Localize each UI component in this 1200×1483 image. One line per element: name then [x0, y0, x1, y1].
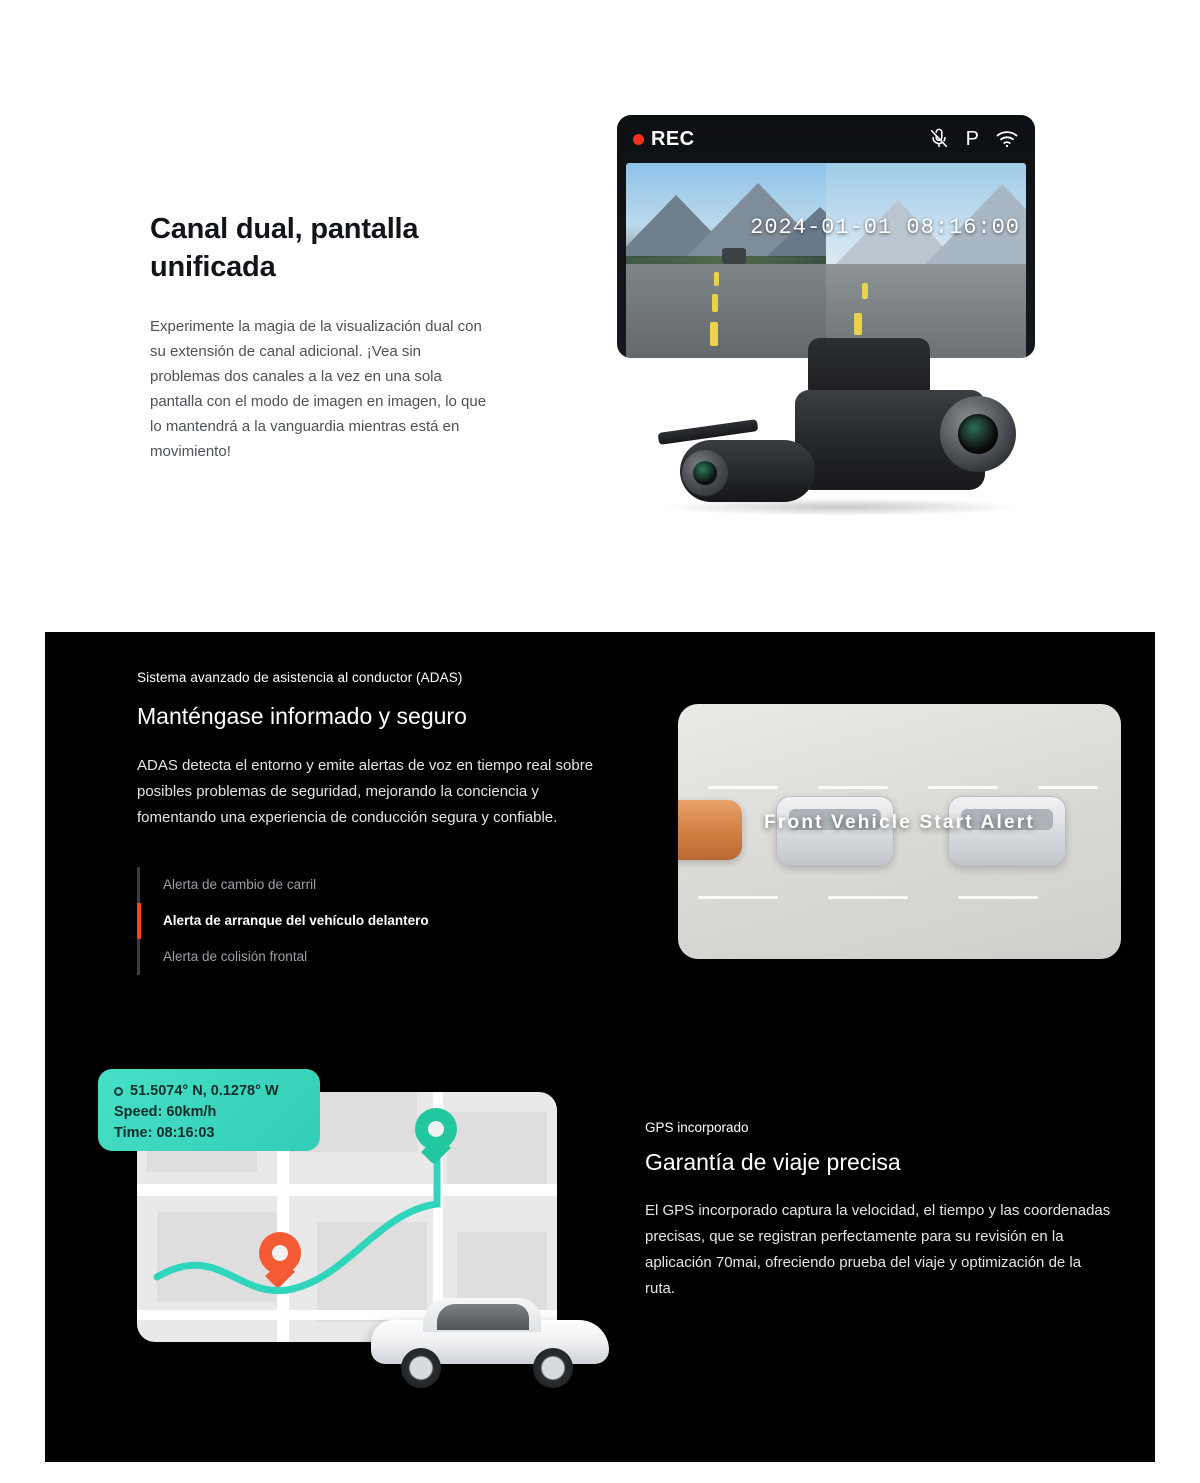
dashcam-status-bar — [617, 115, 1035, 163]
gps-text-block — [645, 1120, 1115, 1302]
rear-channel-view — [826, 163, 1026, 358]
dashcam-product-photo — [640, 330, 1040, 560]
adas-text-block — [137, 670, 597, 975]
timestamp-overlay: 2024-01-01 08:16:00 — [750, 215, 1020, 240]
dual-channel-viewport — [626, 163, 1026, 358]
adas-illustration-card — [678, 704, 1121, 959]
dual-channel-section — [0, 0, 1200, 632]
page-title: Canal dual, pantalla unificada — [150, 213, 419, 283]
list-item-bar — [137, 867, 140, 903]
list-item[interactable] — [137, 939, 597, 975]
rec-label: REC — [651, 127, 695, 150]
gps-coordinates: 51.5074° N, 0.1278° W — [130, 1083, 279, 1099]
list-item[interactable] — [137, 867, 597, 903]
wifi-icon — [995, 129, 1019, 149]
list-item[interactable] — [137, 903, 597, 939]
list-item-bar — [137, 939, 140, 975]
adas-alert-list — [137, 867, 597, 975]
map-pin-destination — [415, 1108, 457, 1164]
dashcam-screen-preview — [617, 115, 1035, 358]
gps-speed: Speed: 60km/h — [114, 1104, 217, 1120]
list-item-label: Alerta de arranque del vehículo delantero — [163, 913, 429, 928]
status-icon-group — [928, 128, 1019, 150]
record-dot-icon — [633, 134, 644, 145]
parking-icon: P — [965, 128, 979, 150]
gps-eyebrow: GPS incorporado — [645, 1120, 749, 1135]
dual-channel-text-block — [150, 210, 490, 464]
recording-indicator — [633, 128, 694, 151]
adas-alert-overlay-text: Front Vehicle Start Alert — [764, 812, 1035, 833]
location-dot-icon — [114, 1087, 123, 1096]
adas-title: Manténgase informado y seguro — [137, 703, 467, 729]
list-item-bar-active — [137, 903, 141, 939]
gps-title: Garantía de viaje precisa — [645, 1149, 901, 1175]
map-pin-origin — [259, 1232, 301, 1288]
front-camera-lens — [940, 396, 1016, 472]
adas-body: ADAS detecta el entorno y emite alertas de voz en tiempo real sobre posibles problemas de seguridad, mejorando la conciencia y fomentando una experiencia de conducción segura y confiable. — [137, 757, 594, 826]
front-channel-view — [626, 163, 826, 358]
adas-eyebrow: Sistema avanzado de asistencia al conductor (ADAS) — [137, 670, 463, 685]
adas-gps-section — [45, 632, 1155, 1462]
rear-camera-lens — [682, 450, 728, 496]
car-illustration — [365, 1292, 615, 1387]
dual-channel-body: Experimente la magia de la visualización dual con su extensión de canal adicional. ¡Vea sin problemas dos canales a la vez en una sola pantalla con el modo de imagen en imagen, lo que lo mantendrá a la vanguardia mientras está en movimiento! — [150, 318, 487, 460]
gps-coordinates-row — [114, 1081, 304, 1102]
list-item-label: Alerta de cambio de carril — [163, 877, 317, 892]
list-item-label: Alerta de colisión frontal — [163, 949, 308, 964]
gps-body: El GPS incorporado captura la velocidad, el tiempo y las coordenadas precisas, que se registran perfectamente para su revisión en la aplicación 70mai, ofreciendo prueba del viaje y optimización de la ruta. — [645, 1202, 1111, 1297]
gps-telemetry-badge — [98, 1069, 320, 1151]
gps-time: Time: 08:16:03 — [114, 1125, 215, 1141]
mic-muted-icon — [928, 128, 950, 150]
